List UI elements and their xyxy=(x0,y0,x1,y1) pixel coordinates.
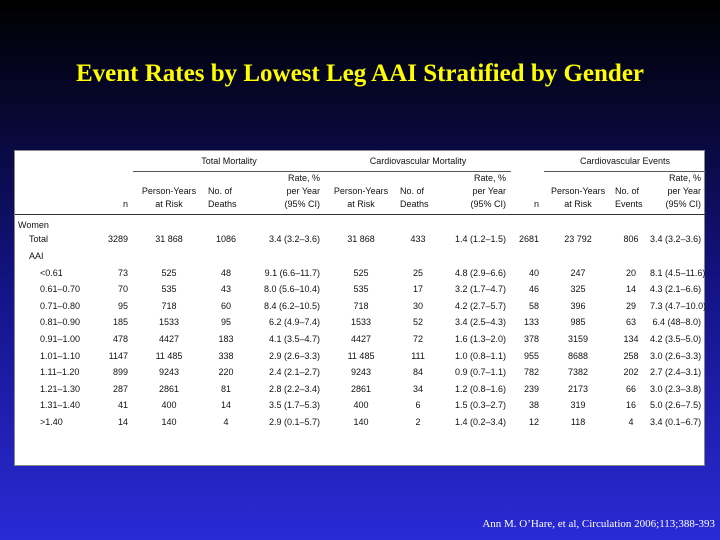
table-cell: 14 xyxy=(626,284,637,295)
table-cell: 48 xyxy=(220,267,231,278)
table-cell: 258 xyxy=(623,350,639,361)
citation: Ann M. O’Hare, et al, Circulation 2006;113;388-393 xyxy=(482,518,715,530)
table-cell: 478 xyxy=(112,333,128,344)
table-cell: 202 xyxy=(623,367,639,378)
row-label: 0.91–1.00 xyxy=(40,333,81,344)
table-cell: 6.2 (4.9–7.4) xyxy=(268,317,321,328)
table-cell: 4.1 (3.5–4.7) xyxy=(268,333,321,344)
table-cell: 338 xyxy=(218,350,234,361)
table-cell: 1.5 (0.3–2.7) xyxy=(455,400,507,411)
table-row xyxy=(15,331,706,348)
table-cell: 9.1 (6.6–11.7) xyxy=(264,267,321,278)
table-cell: 31 868 xyxy=(347,234,375,245)
table-cell: 183 xyxy=(218,333,234,344)
section-label-women: Women xyxy=(18,219,49,230)
table-cell: 3159 xyxy=(568,333,589,344)
col-rate: Rate, % per Year (95% CI) xyxy=(470,173,507,209)
table-cell: 325 xyxy=(570,284,586,295)
row-label: Total xyxy=(29,234,49,245)
table-cell: 2861 xyxy=(158,383,180,394)
table-cell: 3.4 (2.5–4.3) xyxy=(455,317,507,328)
col-n: n xyxy=(534,199,540,209)
table-cell: 66 xyxy=(626,383,637,394)
col-deaths: No. of Deaths xyxy=(208,186,237,209)
table-cell: 84 xyxy=(413,367,424,378)
table-cell: 17 xyxy=(413,284,424,295)
table-cell: 1086 xyxy=(215,234,237,245)
table-cell: 1533 xyxy=(158,317,180,328)
table-cell: 72 xyxy=(413,333,424,344)
table-cell: 38 xyxy=(529,400,540,411)
row-label: 1.31–1.40 xyxy=(40,400,81,411)
table-cell: 111 xyxy=(411,350,425,361)
col-person-years: Person-Years at Risk xyxy=(333,186,389,209)
table-cell: 11 485 xyxy=(155,350,183,361)
col-n: n xyxy=(122,199,128,209)
table-cell: 20 xyxy=(626,267,637,278)
table-cell: 9243 xyxy=(351,367,372,378)
table-cell: 3289 xyxy=(107,234,128,245)
table-cell: 11 485 xyxy=(347,350,375,361)
table-cell: 70 xyxy=(117,284,128,295)
table-cell: 140 xyxy=(353,416,369,427)
col-rate: Rate, % per Year (95% CI) xyxy=(665,173,702,209)
table-cell: 2.7 (2.4–3.1) xyxy=(650,367,702,378)
table-cell: 5.0 (2.6–7.5) xyxy=(650,400,702,411)
col-deaths: No. of Deaths xyxy=(400,186,429,209)
table-cell: 220 xyxy=(218,367,234,378)
table-row xyxy=(15,397,706,414)
row-label: 1.01–1.10 xyxy=(40,350,81,361)
table-cell: 3.4 (3.2–3.6) xyxy=(268,234,321,245)
table-cell: 4.2 (2.7–5.7) xyxy=(455,300,507,311)
table-cell: 535 xyxy=(161,284,177,295)
table-cell: 29 xyxy=(626,300,637,311)
table-cell: 287 xyxy=(112,383,128,394)
table-cell: 3.0 (2.6–3.3) xyxy=(650,350,702,361)
table-cell: 525 xyxy=(161,267,177,278)
table-cell: 73 xyxy=(117,267,128,278)
table-row xyxy=(15,414,706,431)
table-cell: 43 xyxy=(220,284,231,295)
table-cell: 1.4 (0.2–3.4) xyxy=(455,416,507,427)
table-cell: 782 xyxy=(524,367,540,378)
table-row xyxy=(15,264,706,281)
row-label: 0.81–0.90 xyxy=(40,317,81,328)
table-cell: 396 xyxy=(570,300,586,311)
table-cell: 8.4 (6.2–10.5) xyxy=(263,300,321,311)
table-cell: 31 868 xyxy=(155,234,183,245)
table-cell: 41 xyxy=(117,400,128,411)
table-cell: 4427 xyxy=(158,333,180,344)
table-cell: 2.4 (2.1–2.7) xyxy=(268,367,321,378)
table-cell: 433 xyxy=(410,234,426,245)
table-cell: 3.5 (1.7–5.3) xyxy=(268,400,321,411)
table-cell: 1.4 (1.2–1.5) xyxy=(455,234,507,245)
table-cell: 63 xyxy=(626,317,637,328)
table-cell: 2.9 (0.1–5.7) xyxy=(268,416,321,427)
col-person-years: Person-Years at Risk xyxy=(550,186,606,209)
group-total-mortality: Total Mortality xyxy=(133,151,325,172)
table-cell: 133 xyxy=(524,317,540,328)
row-label: 0.71–0.80 xyxy=(40,300,81,311)
aai-label: AAI xyxy=(29,250,44,261)
table-cell: 6 xyxy=(415,400,421,411)
table-cell: 30 xyxy=(413,300,424,311)
table-cell: 3.4 (3.2–3.6) xyxy=(650,234,702,245)
table-row xyxy=(15,248,706,265)
row-label: <0.61 xyxy=(40,267,63,278)
row-label: 1.21–1.30 xyxy=(40,383,81,394)
table-cell: 378 xyxy=(524,333,540,344)
table-row xyxy=(15,364,706,381)
table-cell: 400 xyxy=(161,400,177,411)
table-row xyxy=(15,347,706,364)
table-cell: 16 xyxy=(626,400,637,411)
table-cell: 1.2 (0.8–1.6) xyxy=(455,383,507,394)
table-cell: 58 xyxy=(529,300,540,311)
table-cell: 8.1 (4.5–11.6) xyxy=(650,267,706,278)
table-cell: 7.3 (4.7–10.0) xyxy=(650,300,707,311)
table-cell: 60 xyxy=(220,300,231,311)
table-cell: 4 xyxy=(628,416,634,427)
table-cell: 718 xyxy=(161,300,177,311)
table-cell: 23 792 xyxy=(564,234,592,245)
table-cell: 2.9 (2.6–3.3) xyxy=(268,350,321,361)
table-cell: 4.3 (2.1–6.6) xyxy=(650,284,702,295)
table-cell: 25 xyxy=(413,267,424,278)
table-cell: 3.4 (0.1–6.7) xyxy=(650,416,702,427)
table-cell: 535 xyxy=(353,284,369,295)
table-cell: 247 xyxy=(570,267,586,278)
table-cell: 319 xyxy=(570,400,586,411)
table-cell: 2 xyxy=(415,416,421,427)
table-cell: 140 xyxy=(161,416,177,427)
table-cell: 185 xyxy=(112,317,128,328)
group-cv-events: Cardiovascular Events xyxy=(544,151,706,172)
table-row xyxy=(15,231,706,248)
group-cv-mortality: Cardiovascular Mortality xyxy=(325,151,511,172)
slide-title: Event Rates by Lowest Leg AAI Stratified by Gender xyxy=(75,60,645,87)
row-label: 0.61–0.70 xyxy=(40,284,81,295)
table-cell: 3.2 (1.7–4.7) xyxy=(455,284,507,295)
event-rates-table xyxy=(14,150,705,466)
table-cell: 0.9 (0.7–1.1) xyxy=(455,367,507,378)
table-cell: 14 xyxy=(220,400,231,411)
row-label: 1.11–1.20 xyxy=(40,367,80,378)
row-label: >1.40 xyxy=(40,416,63,427)
table-cell: 81 xyxy=(220,383,231,394)
table-cell: 4.8 (2.9–6.6) xyxy=(455,267,507,278)
table-cell: 1147 xyxy=(108,350,128,361)
table-cell: 718 xyxy=(353,300,369,311)
table-cell: 4 xyxy=(223,416,229,427)
table-cell: 1.6 (1.3–2.0) xyxy=(455,333,507,344)
col-person-years: Person-Years at Risk xyxy=(141,186,197,209)
table-cell: 95 xyxy=(117,300,128,311)
table-row xyxy=(15,281,706,298)
table-row xyxy=(15,314,706,331)
table-cell: 955 xyxy=(524,350,540,361)
table-cell: 899 xyxy=(112,367,128,378)
table-cell: 8.0 (5.6–10.4) xyxy=(263,284,321,295)
table-row xyxy=(15,380,706,397)
table-cell: 7382 xyxy=(568,367,589,378)
table-cell: 134 xyxy=(623,333,639,344)
table-cell: 2173 xyxy=(568,383,589,394)
table-cell: 400 xyxy=(353,400,369,411)
table-cell: 40 xyxy=(529,267,540,278)
table-cell: 1533 xyxy=(351,317,372,328)
table-cell: 239 xyxy=(524,383,540,394)
table-cell: 525 xyxy=(353,267,369,278)
col-rate: Rate, % per Year (95% CI) xyxy=(284,173,321,209)
table-cell: 3.0 (2.3–3.8) xyxy=(650,383,702,394)
table-cell: 2681 xyxy=(519,234,540,245)
table-cell: 6.4 (48–8.0) xyxy=(652,317,702,328)
table-cell: 985 xyxy=(570,317,586,328)
table-cell: 1.0 (0.8–1.1) xyxy=(455,350,507,361)
table-cell: 52 xyxy=(413,317,424,328)
table-cell: 4.2 (3.5–5.0) xyxy=(650,333,702,344)
table-cell: 14 xyxy=(117,416,128,427)
table-cell: 34 xyxy=(413,383,424,394)
table-cell: 46 xyxy=(529,284,540,295)
table-cell: 806 xyxy=(623,234,639,245)
table-cell: 2861 xyxy=(351,383,372,394)
table-cell: 8688 xyxy=(568,350,589,361)
table-cell: 95 xyxy=(220,317,231,328)
col-events: No. of Events xyxy=(615,186,643,209)
table-cell: 9243 xyxy=(158,367,180,378)
table-row xyxy=(15,297,706,314)
table-cell: 12 xyxy=(529,416,540,427)
table-cell: 2.8 (2.2–3.4) xyxy=(268,383,321,394)
table-cell: 118 xyxy=(570,416,586,427)
table-cell: 4427 xyxy=(351,333,372,344)
